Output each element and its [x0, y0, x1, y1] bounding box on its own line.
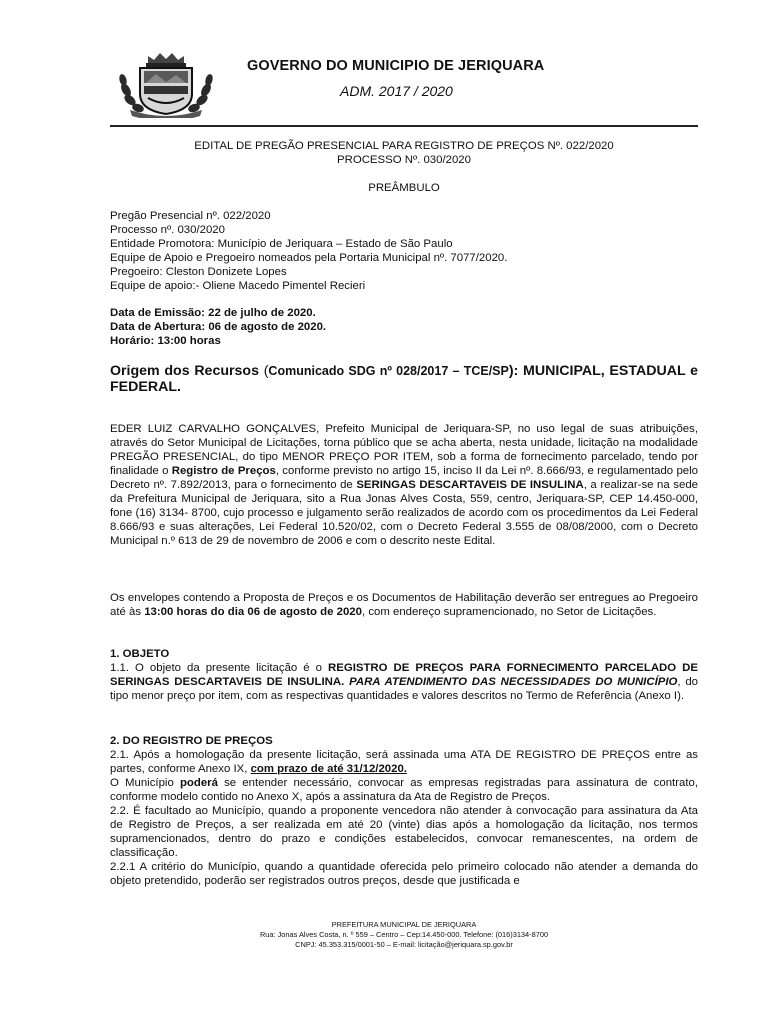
municipal-crest-logo [116, 50, 216, 118]
registro-text: O Município [110, 777, 180, 789]
registro-text: 2.1. Após a homologação da presente licitação, será assinada uma ATA DE REGISTRO DE PREÇOS entre as partes, conforme Anexo IX, [110, 749, 698, 775]
intro-text: , a realizar-se na sede da Prefeitura Municipal de Jeriquara, sito a Rua Jonas Alves Costa, 559, centro, Jeriquara-SP, CEP 14.450-000, fone (16) 3134- 8700, cujo processo e julgamento serão realizados de acordo com os procedimentos da Lei Federal 8.666/93 e suas alterações, Lei Federal 10.520/02, com o Decreto Federal 3.555 de 08/08/2000, com o Decreto Municipal n.º 613 de 29 de novembro de 2006 e com o descrito neste Edital. [110, 479, 698, 547]
footer-line-1: PREFEITURA MUNICIPAL DE JERIQUARA [331, 920, 477, 929]
footer-line-2: Rua: Jonas Alves Costa, n. º 559 – Centro – Cep:14.450-000. Telefone: (016)3134-8700 [259, 930, 549, 939]
header-divider [110, 125, 698, 127]
edital-line-1: EDITAL DE PREGÃO PRESENCIAL PARA REGISTRO DE PREÇOS Nº. 022/2020 [194, 140, 614, 152]
objeto-heading: 1. OBJETO [110, 648, 170, 660]
dates-block [110, 306, 698, 348]
intro-registro-precos: Registro de Preços [171, 465, 276, 477]
objeto-paragraph [110, 661, 698, 703]
intro-text: EDER LUIZ CARVALHO GONÇALVES, Prefeito Municipal de Jeriquara-SP, no uso legal de suas atribuições, através do Setor Municipal de Licitações, torna público que se acha aberta, nesta unidade, licitação na modalidade PREGÃO PRESENCIAL, do tipo MENOR PREÇO POR ITEM, sob a forma de fornecimento parcelado, tendo por finalidade o [110, 423, 698, 477]
envelopes-deadline: 13:00 horas do dia 06 de agosto de 2020 [144, 606, 362, 618]
envelopes-text: Os envelopes contendo a Proposta de Preços e os Documentos de Habilitação deverão ser entregues ao Pregoeiro até às [110, 592, 698, 618]
info-line: Pregão Presencial nº. 022/2020 [110, 210, 271, 222]
intro-product: SERINGAS DESCARTAVEIS DE INSULINA [356, 479, 584, 491]
opening-time: Horário: 13:00 horas [110, 335, 221, 347]
registro-2-2-1: 2.2.1 A critério do Município, quando a quantidade oferecida pelo primeiro colocado não atender a demanda do objeto pretendido, poderão ser registrados outros preços, desde que justificada e [110, 861, 698, 887]
info-line: Processo nº. 030/2020 [110, 224, 225, 236]
page-footer [110, 920, 698, 950]
opening-date: Data de Abertura: 06 de agosto de 2020. [110, 321, 327, 333]
origem-comunicado: Comunicado SDG nº 028/2017 – TCE/SP [268, 364, 509, 378]
objeto-registro: REGISTRO DE PREÇOS PARA FORNECIMENTO PARCELADO DE SERINGAS DESCARTAVEIS DE INSULINA. [110, 662, 698, 688]
origem-label: Origem dos Recursos [110, 363, 259, 379]
header-subtitle: ADM. 2017 / 2020 [340, 83, 453, 99]
footer-line-3: CNPJ: 45.353.315/0001-50 – E-mail: licitação@jeriquara.sp.gov.br [295, 940, 513, 949]
registro-text: se entender necessário, convocar as empresas registradas para assinatura de contrato, conforme modelo contido no Anexo X, após a assinatura da Ata de Registro de Preços. [110, 777, 698, 803]
info-line: Entidade Promotora: Município de Jeriquara – Estado de São Paulo [110, 238, 453, 250]
objeto-text: , do tipo menor preço por item, com as respectivas quantidades e valores descritos no Termo de Referência (Anexo I). [110, 676, 699, 702]
registro-2-1 [110, 748, 698, 776]
origem-paren: ( [258, 363, 269, 379]
origem-sources: ): MUNICIPAL, ESTADUAL e FEDERAL. [110, 363, 698, 395]
origem-recursos [110, 363, 698, 395]
envelopes-text: , com endereço supramencionado, no Setor de Licitações. [361, 606, 657, 618]
emission-date: Data de Emissão: 22 de julho de 2020. [110, 307, 316, 319]
envelopes-paragraph [110, 591, 698, 619]
edital-line-2: PROCESSO Nº. 030/2020 [337, 154, 471, 166]
info-block [110, 209, 698, 293]
objeto-atendimento: PARA ATENDIMENTO DAS NECESSIDADES DO MUNICÍPIO [349, 676, 678, 688]
info-line: Equipe de Apoio e Pregoeiro nomeados pela Portaria Municipal nº. 7077/2020. [110, 252, 508, 264]
intro-text: , conforme previsto no artigo 15, inciso II da Lei nº. 8.666/93, e regulamentado pelo Decreto nº. 7.892/2013, para o fornecimento de [110, 465, 698, 491]
registro-2-2: 2.2. É facultado ao Município, quando a proponente vencedora não atender à convocação para assinatura da Ata de Registro de Preços, a ser realizada em até 20 (vinte) dias após a homologação da licitação, nos termos supramencionados, dentro do prazo e condições estabelecidos, convocar remanescentes, na ordem de classificação. [110, 805, 698, 859]
registro-municipio [110, 776, 698, 804]
registro-podera: poderá [179, 777, 218, 789]
registro-prazo: com prazo de até 31/12/2020. [250, 763, 407, 775]
info-line: Pregoeiro: Cleston Donizete Lopes [110, 266, 287, 278]
info-line: Equipe de apoio:- Oliene Macedo Pimentel Recieri [110, 280, 366, 292]
objeto-text: 1.1. O objeto da presente licitação é o [110, 662, 329, 674]
preambulo-heading: PREÂMBULO [368, 182, 440, 194]
header-title: GOVERNO DO MUNICIPIO DE JERIQUARA [247, 58, 545, 74]
registro-heading: 2. DO REGISTRO DE PREÇOS [110, 735, 273, 747]
edital-title [110, 139, 698, 167]
intro-paragraph [110, 422, 698, 548]
